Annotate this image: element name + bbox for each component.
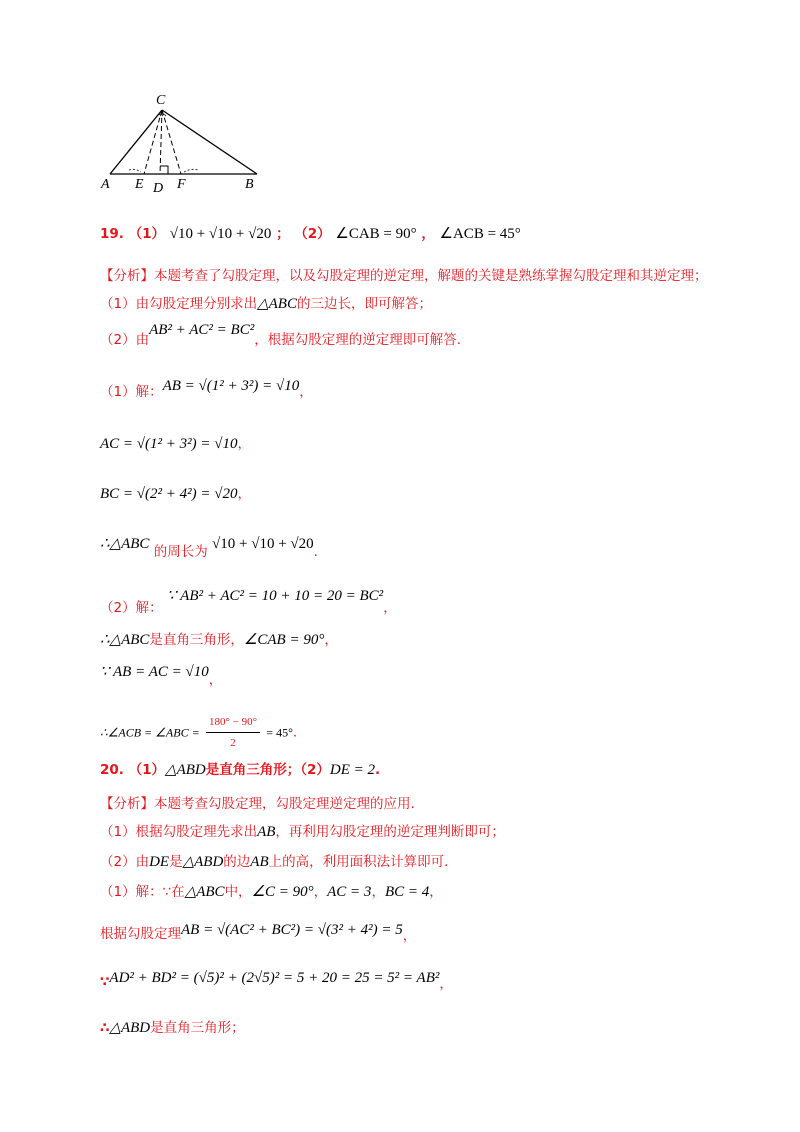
q19-analysis-body: 本题考查了勾股定理，以及勾股定理的逆定理，解题的关键是熟练掌握勾股定理和其逆定理； — [154, 268, 708, 284]
q20-sol1-c2: ， — [371, 884, 385, 900]
q19-bc-math: BC = √(2² + 4²) = √20 — [100, 486, 238, 502]
q20-hint1-post: ，再利用勾股定理的逆定理判断即可； — [275, 824, 505, 840]
q19-sol1-tag: （1）解： — [100, 384, 163, 400]
q20-because-end: ， — [439, 976, 453, 992]
q19-sol2 — [100, 588, 397, 616]
q20-hint2-pre: （2）由 — [100, 854, 150, 870]
q19-number: 19. — [100, 226, 124, 242]
q19-perim-text: 的周长为 — [153, 544, 208, 560]
q20-concl-math: △ABD — [109, 1020, 151, 1036]
q19-sol2-math: ∵ AB² + AC² = 10 + 10 = 20 = BC² — [166, 588, 384, 604]
label-B: B — [245, 177, 254, 192]
q20-hint1-pre: （1）根据勾股定理先求出 — [100, 824, 258, 840]
q19-part2-tag: （2） — [294, 226, 331, 242]
q19-right-end: ， — [324, 632, 338, 648]
q20-answer1-math: △ABD — [165, 762, 206, 778]
q19-comma: ， — [421, 226, 435, 242]
q19-part1-tag: （1） — [128, 226, 166, 242]
q19-eq-math: ∵ AB = AC = √10 — [100, 664, 209, 680]
q20-sol1-end: ， — [429, 884, 443, 900]
q19-final-end: . — [292, 724, 298, 741]
q20-sol1-m3: AC = 3 — [327, 884, 372, 900]
q19-final-num: 180° − 90° — [206, 712, 260, 733]
q19-final-pre: ∴∠ACB = ∠ABC = — [100, 725, 200, 740]
label-E: E — [135, 177, 144, 192]
q19-ac — [100, 434, 251, 454]
q20-because-sym: ∵ — [100, 974, 110, 990]
q20-conclusion — [100, 1018, 245, 1038]
q19-final-post: = 45° — [266, 725, 293, 740]
q19-hint1-math: △ABC — [257, 296, 297, 312]
q19-final-fraction — [206, 712, 260, 753]
label-F: F — [177, 177, 186, 192]
q19-sol2-tag: （2）解： — [100, 600, 163, 616]
q20-hint2-post: 上的高，利用面积法计算即可. — [268, 854, 449, 870]
q20-hint2-m2: △ABD — [182, 854, 224, 870]
q19-perim-val: √10 + √10 + √20 — [212, 536, 314, 552]
q19-right-text: 是直角三角形， — [149, 632, 244, 648]
q20-analysis-body: 本题考查勾股定理，勾股定理逆定理的应用. — [154, 796, 415, 812]
q19-sol1-math: AB = √(1² + 3²) = √10 — [162, 378, 300, 394]
q20-sol1-pre: （1）解：∵在 — [100, 884, 185, 900]
q19-answer2b: ∠ACB = 45° — [439, 226, 521, 242]
q19-equal — [100, 662, 223, 688]
q19-eq-end: ， — [208, 672, 223, 688]
q20-answer2-end: . — [375, 762, 381, 778]
q20-hint2-m1: DE — [149, 854, 170, 870]
q20-sol1-m4: BC = 4 — [384, 884, 430, 900]
q20-pyth-end: ， — [402, 928, 417, 944]
q20-because — [100, 968, 453, 992]
q20-hint2-mid1: 是 — [169, 854, 183, 870]
q19-answer2a: ∠CAB = 90° — [335, 226, 417, 242]
q20-pyth-math: AB = √(AC² + BC²) = √(3² + 4²) = 5 — [181, 922, 403, 938]
q19-sep: ； — [276, 226, 290, 242]
q19-hint2-math: AB² + AC² = BC² — [149, 322, 255, 338]
q19-right-math: ∴△ABC — [100, 632, 150, 648]
q19-perimeter — [100, 534, 318, 560]
q19-right-angle: ∠CAB = 90° — [243, 632, 325, 648]
q19-sol2-end: ， — [383, 600, 397, 616]
q20-sol1-mid: 中， — [224, 884, 252, 900]
q20-number: 20. — [100, 762, 124, 778]
q20-hint2 — [100, 852, 448, 872]
q19-hint2-tag: （2）由 — [100, 332, 150, 348]
q19-answer1: √10 + √10 + √20 — [169, 226, 272, 242]
label-A: A — [101, 177, 110, 192]
q20-part2-tag: （2） — [300, 762, 330, 778]
q19-bc — [100, 484, 251, 504]
q19-bc-end: ， — [237, 486, 251, 502]
q19-analysis — [100, 266, 708, 286]
q19-perim-math: ∴△ABC — [100, 536, 150, 552]
q19-ac-end: ， — [237, 436, 251, 452]
q20-analysis — [100, 794, 415, 814]
q20-answer2-math: DE = 2 — [329, 762, 376, 778]
q20-hint1 — [100, 822, 505, 842]
label-C: C — [156, 93, 166, 108]
q20-sol1-m1: △ABC — [184, 884, 225, 900]
q20-sol1-c1: ， — [313, 884, 328, 900]
q20-concl-text: 是直角三角形； — [150, 1020, 245, 1036]
q19-sol1 — [100, 378, 313, 402]
q20-concl-sym: ∴ — [100, 1020, 110, 1036]
q19-hint1-pre: （1）由勾股定理分别求出 — [100, 296, 258, 312]
q19-hint1-post: 的三边长，即可解答； — [296, 296, 432, 312]
q20-hint2-m3: AB — [250, 854, 269, 870]
q19-final-den: 2 — [230, 737, 236, 749]
q20-analysis-head: 【分析】 — [100, 796, 154, 812]
q20-part1-tag: （1） — [128, 762, 166, 778]
q20-answer-line — [100, 760, 380, 780]
label-D: D — [153, 181, 164, 196]
q19-analysis-head: 【分析】 — [100, 268, 154, 284]
q20-pythagoras — [100, 920, 417, 944]
q19-final — [100, 712, 297, 753]
q19-sol1-end: ， — [299, 384, 313, 400]
q19-answer-line — [100, 224, 521, 244]
q20-hint2-mid2: 的边 — [223, 854, 251, 870]
q20-because-math: AD² + BD² = (√5)² + (2√5)² = 5 + 20 = 25 = 5² = AB² — [109, 970, 440, 986]
q20-sol1 — [100, 882, 443, 902]
q19-right-triangle — [100, 630, 338, 650]
q20-hint1-math: AB — [257, 824, 276, 840]
triangle-figure — [95, 88, 265, 196]
q20-pyth-text: 根据勾股定理 — [100, 926, 181, 942]
q19-hint1 — [100, 294, 432, 314]
q19-hint2-post: ，根据勾股定理的逆定理即可解答. — [254, 332, 462, 348]
q19-ac-math: AC = √(1² + 3²) = √10 — [100, 436, 238, 452]
q20-answer1-text: 是直角三角形； — [205, 762, 301, 778]
q20-sol1-m2: ∠C = 90° — [251, 884, 314, 900]
q19-hint2 — [100, 322, 462, 350]
q19-perim-end: . — [313, 544, 318, 560]
